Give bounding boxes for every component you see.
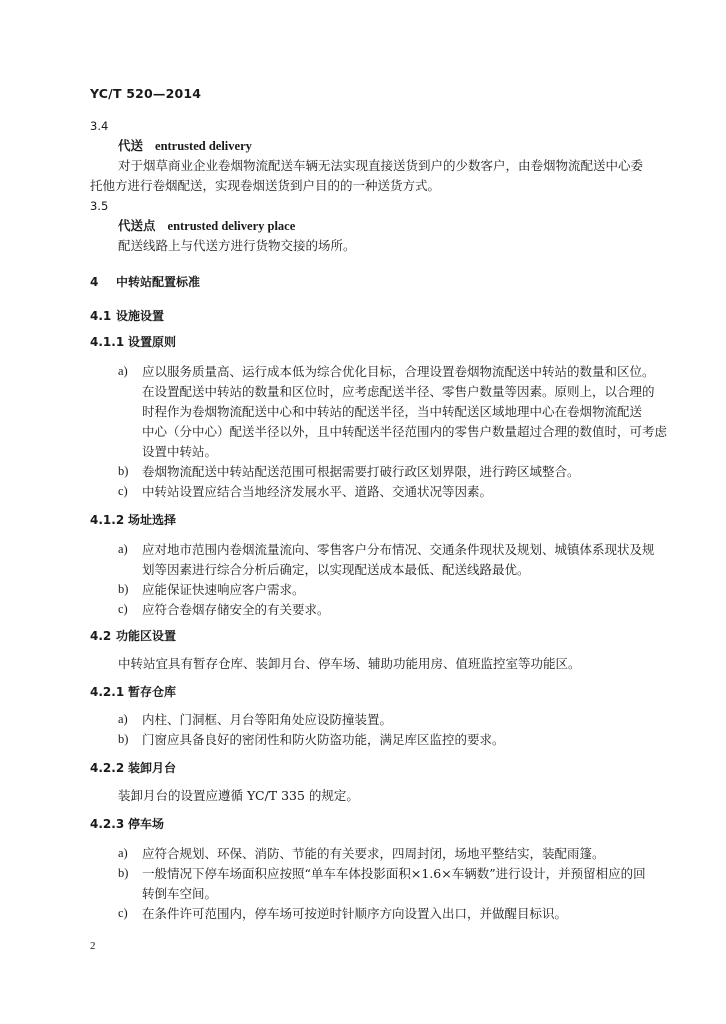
list-item-line: 中转站设置应结合当地经济发展水平、道路、交通状况等因素。 <box>142 484 493 499</box>
list-item-line: 内柱、门洞框、月台等阳角处应设防撞装置。 <box>142 712 393 727</box>
paragraph: 装卸月台的设置应遵循 YC/T 335 的规定。 <box>118 788 359 803</box>
list-item-line: 应能保证快速响应客户需求。 <box>142 582 305 597</box>
term-heading <box>118 218 295 234</box>
section-number: 4.2.1 <box>90 685 125 699</box>
subsection-heading <box>90 684 176 700</box>
list-item-line: 在设置配送中转站的数量和区位时，应考虑配送半径、零售户数量等因素。原则上，以合理的 <box>142 384 655 399</box>
list-item-line: 一般情况下停车场面积应按照“单车车体投影面积×1.6×车辆数”进行设计，并预留相应的回 <box>142 866 646 881</box>
definition-line: 配送线路上与代送方进行货物交接的场所。 <box>118 238 356 253</box>
list-label: c) <box>118 906 128 920</box>
list-label: b) <box>118 582 129 596</box>
list-item-line: 门窗应具备良好的密闭性和防火防盗功能，满足库区监控的要求。 <box>142 732 505 747</box>
list-label: b) <box>118 732 129 746</box>
term-chinese: 代送点 <box>118 218 156 233</box>
page-number: 2 <box>90 940 96 952</box>
section-number: 4.2 <box>90 629 112 643</box>
list-item-line: 划等因素进行综合分析后确定，以实现配送成本最低、配送线路最优。 <box>142 562 530 577</box>
list-label: b) <box>118 866 129 880</box>
list-item-line: 应符合规划、环保、消防、节能的有关要求，四周封闭，场地平整结实，装配雨篷。 <box>142 846 605 861</box>
list-item-line: 应以服务质量高、运行成本低为综合优化目标，合理设置卷烟物流配送中转站的数量和区位。 <box>142 364 655 379</box>
list-item-line: 应对地市范围内卷烟流量流向、零售客户分布情况、交通条件现状及规划、城镇体系现状及规 <box>142 542 655 557</box>
list-item-line: 时程作为卷烟物流配送中心和中转站的配送半径，当中转配送区域地理中心在卷烟物流配送 <box>142 404 643 419</box>
section-title: 装卸月台 <box>128 761 177 775</box>
term-heading <box>118 138 252 154</box>
standard-code: YC/T 520—2014 <box>90 86 202 101</box>
subsection-heading <box>90 628 176 644</box>
section-number: 4.1 <box>90 309 112 323</box>
list-label: c) <box>118 484 128 498</box>
section-title: 停车场 <box>128 817 165 831</box>
list-label: a) <box>118 542 128 556</box>
list-item-line: 应符合卷烟存储安全的有关要求。 <box>142 602 330 617</box>
list-label: a) <box>118 364 128 378</box>
list-item-line: 设置中转站。 <box>142 444 218 459</box>
list-item-line: 转倒车空间。 <box>142 886 218 901</box>
clause-number: 3.5 <box>90 199 109 213</box>
term-chinese: 代送 <box>118 138 144 153</box>
clause-number: 3.4 <box>90 119 109 133</box>
subsection-heading <box>90 334 176 350</box>
definition-line: 对于烟草商业企业卷烟物流配送车辆无法实现直接送货到户的少数客户，由卷烟物流配送中心委 <box>118 158 644 173</box>
section-heading <box>90 274 200 290</box>
section-title: 暂存仓库 <box>128 685 177 699</box>
section-title: 设施设置 <box>116 309 165 323</box>
term-english: entrusted delivery place <box>167 219 296 233</box>
term-english: entrusted delivery <box>155 139 252 153</box>
section-number: 4.2.2 <box>90 761 125 775</box>
section-title: 中转站配置标准 <box>116 275 201 289</box>
paragraph: 中转站宜具有暂存仓库、装卸月台、停车场、辅助功能用房、值班监控室等功能区。 <box>118 656 581 671</box>
list-label: a) <box>118 846 128 860</box>
section-number: 4.1.2 <box>90 513 125 527</box>
section-title: 场址选择 <box>128 513 177 527</box>
list-item-line: 在条件许可范围内，停车场可按逆时针顺序方向设置入出口，并做醒目标识。 <box>142 906 568 921</box>
list-label: a) <box>118 712 128 726</box>
list-item-line: 中心（分中心）配送半径以外，且中转配送半径范围内的零售户数量超过合理的数值时，可考虑 <box>142 424 668 439</box>
list-label: b) <box>118 464 129 478</box>
section-number: 4 <box>90 275 99 289</box>
section-title: 设置原则 <box>128 335 177 349</box>
subsection-heading <box>90 308 164 324</box>
definition-line: 托他方进行卷烟配送，实现卷烟送货到户目的的一种送货方式。 <box>90 178 441 193</box>
list-item-line: 卷烟物流配送中转站配送范围可根据需要打破行政区划界限，进行跨区域整合。 <box>142 464 580 479</box>
subsection-heading <box>90 816 164 832</box>
subsection-heading <box>90 760 176 776</box>
subsection-heading <box>90 512 176 528</box>
section-number: 4.1.1 <box>90 335 125 349</box>
section-title: 功能区设置 <box>116 629 177 643</box>
section-number: 4.2.3 <box>90 817 125 831</box>
list-label: c) <box>118 602 128 616</box>
